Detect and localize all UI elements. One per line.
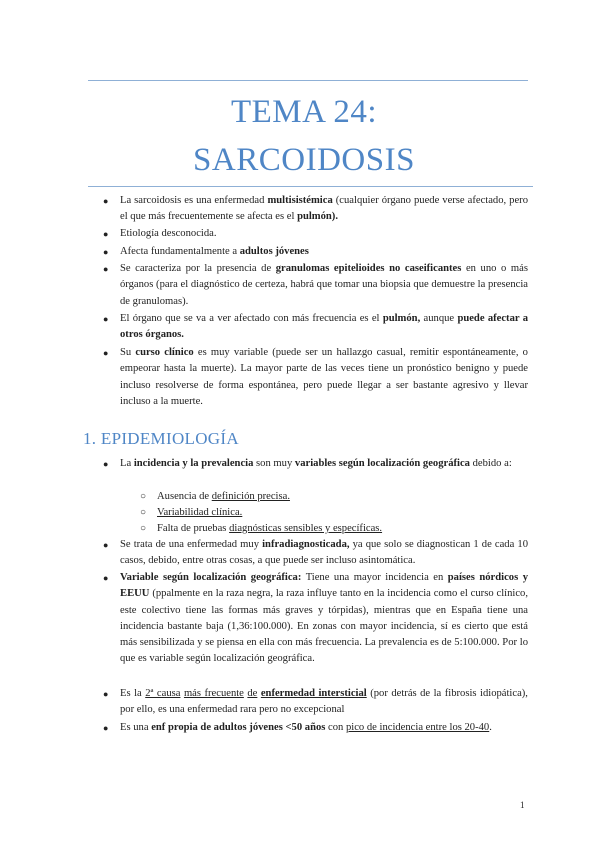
- epi-item-4: Es la 2ª causa más frecuente de enfermedad intersticial (por detrás de la fibrosis idiopática), por ello, es una enfermedad rara pero no excepcional: [120, 688, 528, 716]
- bullet-icon: ●: [103, 348, 109, 358]
- epi-subitem-3: Falta de pruebas diagnósticas sensibles y específicas.: [157, 523, 383, 534]
- epi-subitem-2: Variabilidad clínica.: [157, 507, 243, 518]
- title-rule: [88, 186, 533, 187]
- bullet-icon: ●: [103, 689, 109, 699]
- circle-bullet-icon: ○: [140, 523, 147, 534]
- epi-item-2: Se trata de una enfermedad muy infradiagnosticada, ya que solo se diagnostican 1 de cada 10 casos, debido, entre otras cosas, a que puede ser incluso asintomática.: [120, 539, 528, 567]
- page-number: 1: [520, 800, 525, 810]
- intro-item-2: Etiología desconocida.: [120, 228, 217, 239]
- epi-item-5: Es una enf propia de adultos jóvenes <50 años con pico de incidencia entre los 20-40.: [120, 722, 492, 733]
- section-heading-epidemiologia: 1. EPIDEMIOLOGÍA: [83, 429, 239, 448]
- intro-item-3: Afecta fundamentalmente a adultos jóvenes: [120, 246, 309, 257]
- intro-item-6: Su curso clínico es muy variable (puede ser un hallazgo casual, remitir espontáneamente, o empeorar hasta la muerte). La mayor parte de las veces tiene un pronóstico benigno y puede incluso resolverse de forma espontánea, pero puede llegar a ser bastante agresivo y llevar incluso a la muerte.: [120, 347, 528, 407]
- bullet-icon: ●: [103, 264, 109, 274]
- bullet-icon: ●: [103, 723, 109, 733]
- circle-bullet-icon: ○: [140, 491, 147, 502]
- bullet-icon: ●: [103, 314, 109, 324]
- bullet-icon: ●: [103, 196, 109, 206]
- intro-item-4: Se caracteriza por la presencia de granulomas epitelioides no caseificantes en uno o más órganos (para el diagnóstico de certeza, habrá que tomar una biopsia que demuestre la presencia de granulomas).: [120, 263, 528, 307]
- title-line-1: TEMA 24:: [230, 94, 378, 130]
- bullet-icon: ●: [103, 459, 109, 469]
- bullet-icon: ●: [103, 540, 109, 550]
- circle-bullet-icon: ○: [140, 507, 147, 518]
- intro-item-5: El órgano que se va a ver afectado con más frecuencia es el pulmón, aunque puede afectar a otros órganos.: [120, 313, 528, 341]
- epi-item-3: Variable según localización geográfica: Tiene una mayor incidencia en países nórdicos y EEUU (ppalmente en la raza negra, la raza influye tanto en la incidencia como el curso clínico, este colectivo tiene las formas más graves y tórpidas), mientras que en España tiene una incidencia bastante baja (1,36:100.000). En zonas con mayor incidencia, sí es cierto que está más sensibilizada y se piensa en ella con más frecuencia. La prevalencia es de 5:100.000. Por lo que es variable según localización geográfica.: [120, 572, 528, 665]
- bullet-icon: ●: [103, 247, 109, 257]
- epi-item-1: La incidencia y la prevalencia son muy variables según localización geográfica debido a:: [120, 458, 512, 469]
- intro-item-1: La sarcoidosis es una enfermedad multisistémica (cualquier órgano puede verse afectado, pero el que más frecuentemente se afecta es el pulmón).: [120, 195, 529, 223]
- top-rule: [88, 80, 528, 81]
- title-line-2: SARCOIDOSIS: [193, 142, 415, 178]
- bullet-icon: ●: [103, 573, 109, 583]
- epi-subitem-1: Ausencia de definición precisa.: [157, 491, 290, 502]
- bullet-icon: ●: [103, 229, 109, 239]
